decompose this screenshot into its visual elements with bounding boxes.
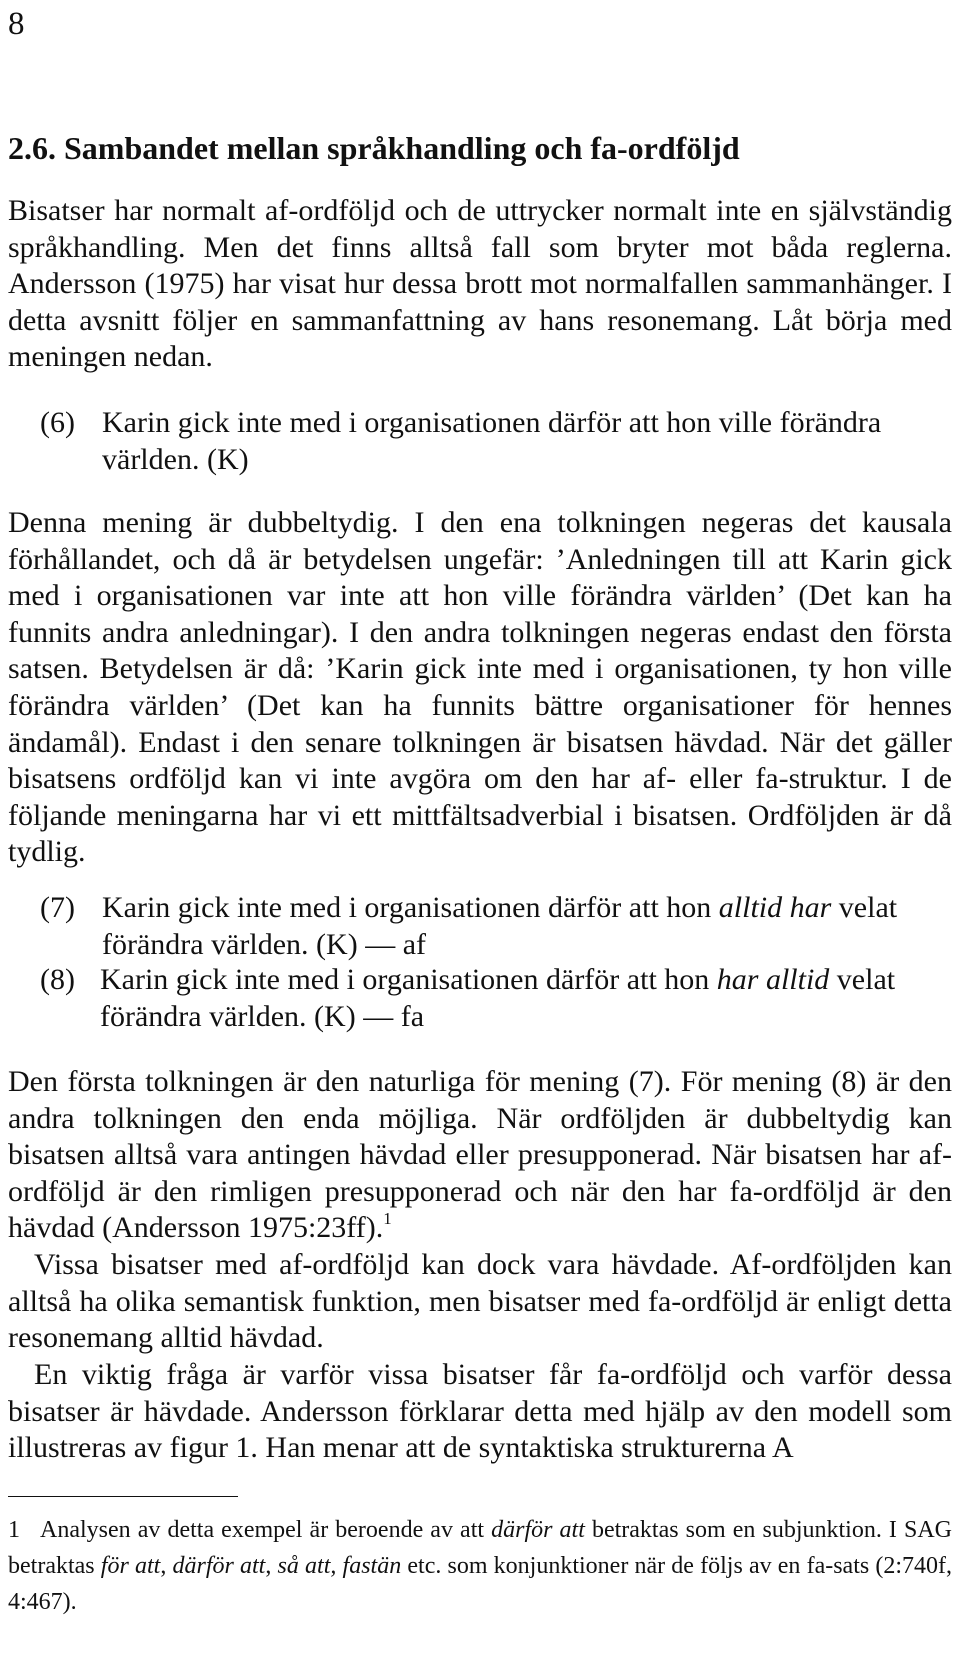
example-text: Karin gick inte med i organisationen därför att hon har alltid velat förändra världen. (K) — fa [100, 963, 896, 1033]
example-7 [40, 890, 952, 963]
example-number: (8) [40, 963, 75, 996]
footnote-mark: 1 [8, 1517, 20, 1543]
intro-paragraph: Bisatser har normalt af-ordföljd och de uttrycker normalt inte en självständig språkhandling. Men det finns alltså fall som bryter mot båda reglerna. Andersson (1975) har visat hur dessa brott mot normalfallen sammanhänger. I detta avsnitt följer en sammanfattning av hans resonemang. Låt börja med meningen nedan. [8, 194, 952, 374]
footnote: 1 Analysen av detta exempel är beroende av att därför att betraktas som en subjunktion. I SAG betraktas för att, därför att, så att, fastän etc. som konjunktioner när de följs av en fa-sats (2:740f, 4:467). [8, 1517, 953, 1616]
footnote-divider [8, 1496, 238, 1497]
discussion-paragraph: Denna mening är dubbeltydig. I den ena tolkningen negeras det kausala förhållandet, och då är betydelsen ungefär: ’Anledningen till att Karin gick med i organisationen var inte att hon ville förändra världen’ (Det kan ha funnits andra anledningar). I den andra tolkningen negeras endast den första satsen. Betydelsen är då: ’Karin gick inte med i organisationen, ty hon ville förändra världen’ (Det kan ha funnits bättre organisationer för hennes ändamål). Endast i den senare tolkningen är bisatsen hävdad. När det gäller bisatsens ordföljd kan vi inte avgöra om den har af- eller fa-struktur. I de följande meningarna har vi ett mittfältsadverbial i bisatsen. Ordföljden är då tydlig. [8, 506, 952, 869]
example-number: (7) [40, 891, 75, 924]
emphasis: har alltid [716, 963, 830, 996]
example-text: Karin gick inte med i organisationen därför att hon ville förändra världen. (K) [102, 406, 882, 476]
example-number: (6) [40, 406, 75, 439]
example-6 [40, 405, 952, 478]
section-heading: 2.6. Sambandet mellan språkhandling och fa-ordföljd [8, 130, 740, 166]
paragraph-viktig: En viktig fråga är varför vissa bisatser får fa-ordföljd och varför dessa bisatser är hävdade. Andersson förklarar detta med hjälp av den modell som illustreras av figur 1. Han menar att de syntaktiska strukturerna A [8, 1358, 952, 1465]
example-8 [40, 962, 952, 1035]
page-number: 8 [8, 6, 25, 42]
example-text: Karin gick inte med i organisationen därför att hon alltid har velat förändra världen. (K) — af [102, 891, 898, 961]
footnote-reference[interactable]: 1 [383, 1209, 392, 1229]
emphasis: alltid har [718, 891, 832, 924]
conclusion-paragraph: Den första tolkningen är den naturliga för mening (7). För mening (8) är den andra tolkningen den enda möjliga. När ordföljden är dubbeltydig kan bisatsen alltså vara antingen hävdad eller presupponerad. När bisatsen har af-ordföljd är den rimligen presupponerad och när den har fa-ordföljd är den hävdad (Andersson 1975:23ff).$^1$ [8, 1065, 952, 1245]
paragraph-vissa: Vissa bisatser med af-ordföljd kan dock vara hävdade. Af-ordföljden kan alltså ha olika semantisk funktion, men bisatser med fa-ordföljd är enligt detta resonemang alltid hävdad. [8, 1248, 952, 1355]
